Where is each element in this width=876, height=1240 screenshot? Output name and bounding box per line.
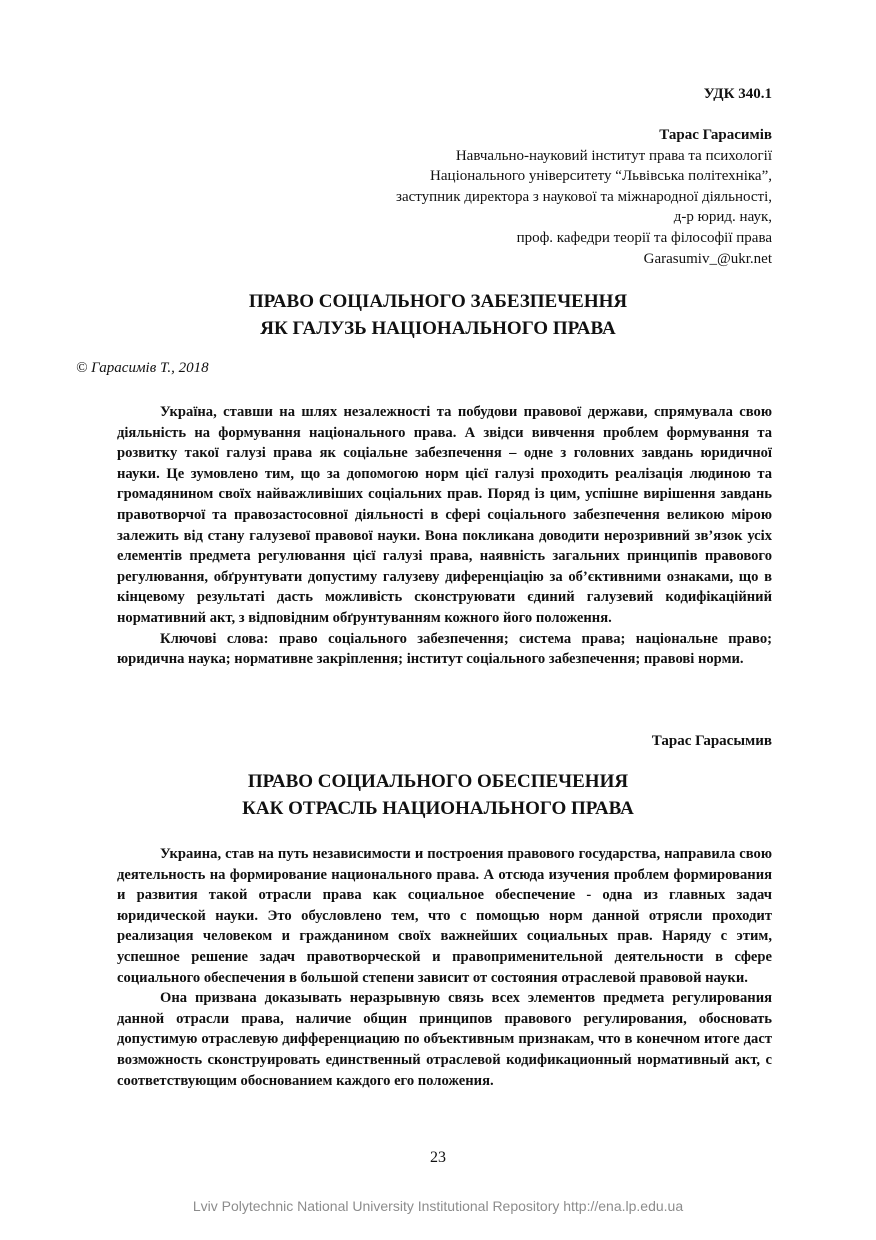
abstract-paragraph: Она призвана доказывать неразрывную связь всех элементов предмета регулирования данной отрасли права, наличие общин принципов правового регулирования, обосновать допустимую отраслевую дифференциацию по объективным признакам, что в конечном итоге даст возможность сконструировать единственный отраслевой кодификационный нормативный акт, с соответствующим обоснованием каждого его положения. bbox=[117, 990, 772, 1089]
abstract-ua bbox=[117, 402, 772, 670]
page-number: 23 bbox=[430, 1149, 446, 1166]
affiliation-line: заступник директора з наукової та міжнародної діяльності, bbox=[396, 188, 772, 205]
keywords-paragraph: Ключові слова: право соціального забезпечення; система права; національне право; юридична наука; нормативне закріплення; інститут соціального забезпечення; правові норми. bbox=[117, 630, 772, 668]
title-line: КАК ОТРАСЛЬ НАЦИОНАЛЬНОГО ПРАВА bbox=[242, 798, 634, 819]
affiliation-line: Національного університету “Львівська політехніка”, bbox=[430, 168, 772, 185]
affiliation-line: Навчально-науковий інститут права та психології bbox=[455, 147, 772, 164]
copyright-notice: © Гарасимів Т., 2018 bbox=[76, 360, 209, 376]
repository-footer: Lviv Polytechnic National University Institutional Repository http://ena.lp.edu.ua bbox=[192, 1198, 684, 1214]
affiliation-line: д-р юрид. наук, bbox=[673, 209, 772, 226]
udk-code: УДК 340.1 bbox=[703, 86, 772, 102]
author-name-ua: Тарас Гарасимів bbox=[659, 127, 772, 143]
title-line: ЯК ГАЛУЗЬ НАЦІОНАЛЬНОГО ПРАВА bbox=[260, 318, 616, 339]
author-email: Garasumiv_@ukr.net bbox=[643, 250, 772, 267]
article-title-ru bbox=[0, 768, 876, 822]
abstract-paragraph: Україна, ставши на шлях незалежності та побудови правової держави, спрямувала свою діяльність на формування національного права. А звідси вивчення проблем формування та розвитку такої галузі права як соціальне забезпечення – одне з головних завдань юридичної науки. Це зумовлено тим, що за допомогою норм цієї галузі проходить реалізація людиною та громадянином своїх найважливіших соціальних прав. Поряд із цим, успішне вирішення завдань правотворчої та правозастосовної діяльності в сфері соціального забезпечення великою мірою залежить від стану галузевої правової науки. Вона покликана доводити нерозривний зв’язок усіх елементів предмета регулювання цієї галузі права, наявність загальних принципів правового регулювання, обґрунтувати допустиму галузеву диференціацію за об’єктивними ознаками, що в кінцевому результаті дасть можливість сконструювати єдиний галузевий кодифікаційний нормативний акт, з відповідним обґрунтуванням кожного його положення. bbox=[117, 404, 772, 626]
affiliation-line: проф. кафедри теорії та філософії права bbox=[516, 229, 772, 246]
author-name-ru: Тарас Гарасымив bbox=[651, 733, 772, 749]
author-block-ua bbox=[396, 125, 772, 269]
title-line: ПРАВО СОЦІАЛЬНОГО ЗАБЕЗПЕЧЕННЯ bbox=[248, 291, 628, 312]
title-line: ПРАВО СОЦИАЛЬНОГО ОБЕСПЕЧЕНИЯ bbox=[247, 771, 629, 792]
abstract-paragraph: Украина, став на путь независимости и построения правового государства, направила свою деятельность на формирование национального права. А отсюда изучения проблем формирования и развития такой отрасли права как социальное обеспечение - одна из главных задач юридической науки. Это обусловлено тем, что с помощью норм данной отрясли проходит реализация человеком и гражданином своїх важнейших социальных прав. Наряду с этим, успешное решение задач правотворческой и правоприменительной деятельности в сфере социального обеспечения в большой степени зависит от состояния отраслевой правовой науки. bbox=[117, 846, 772, 986]
abstract-ru bbox=[117, 844, 772, 1091]
article-title-ua bbox=[0, 288, 876, 342]
